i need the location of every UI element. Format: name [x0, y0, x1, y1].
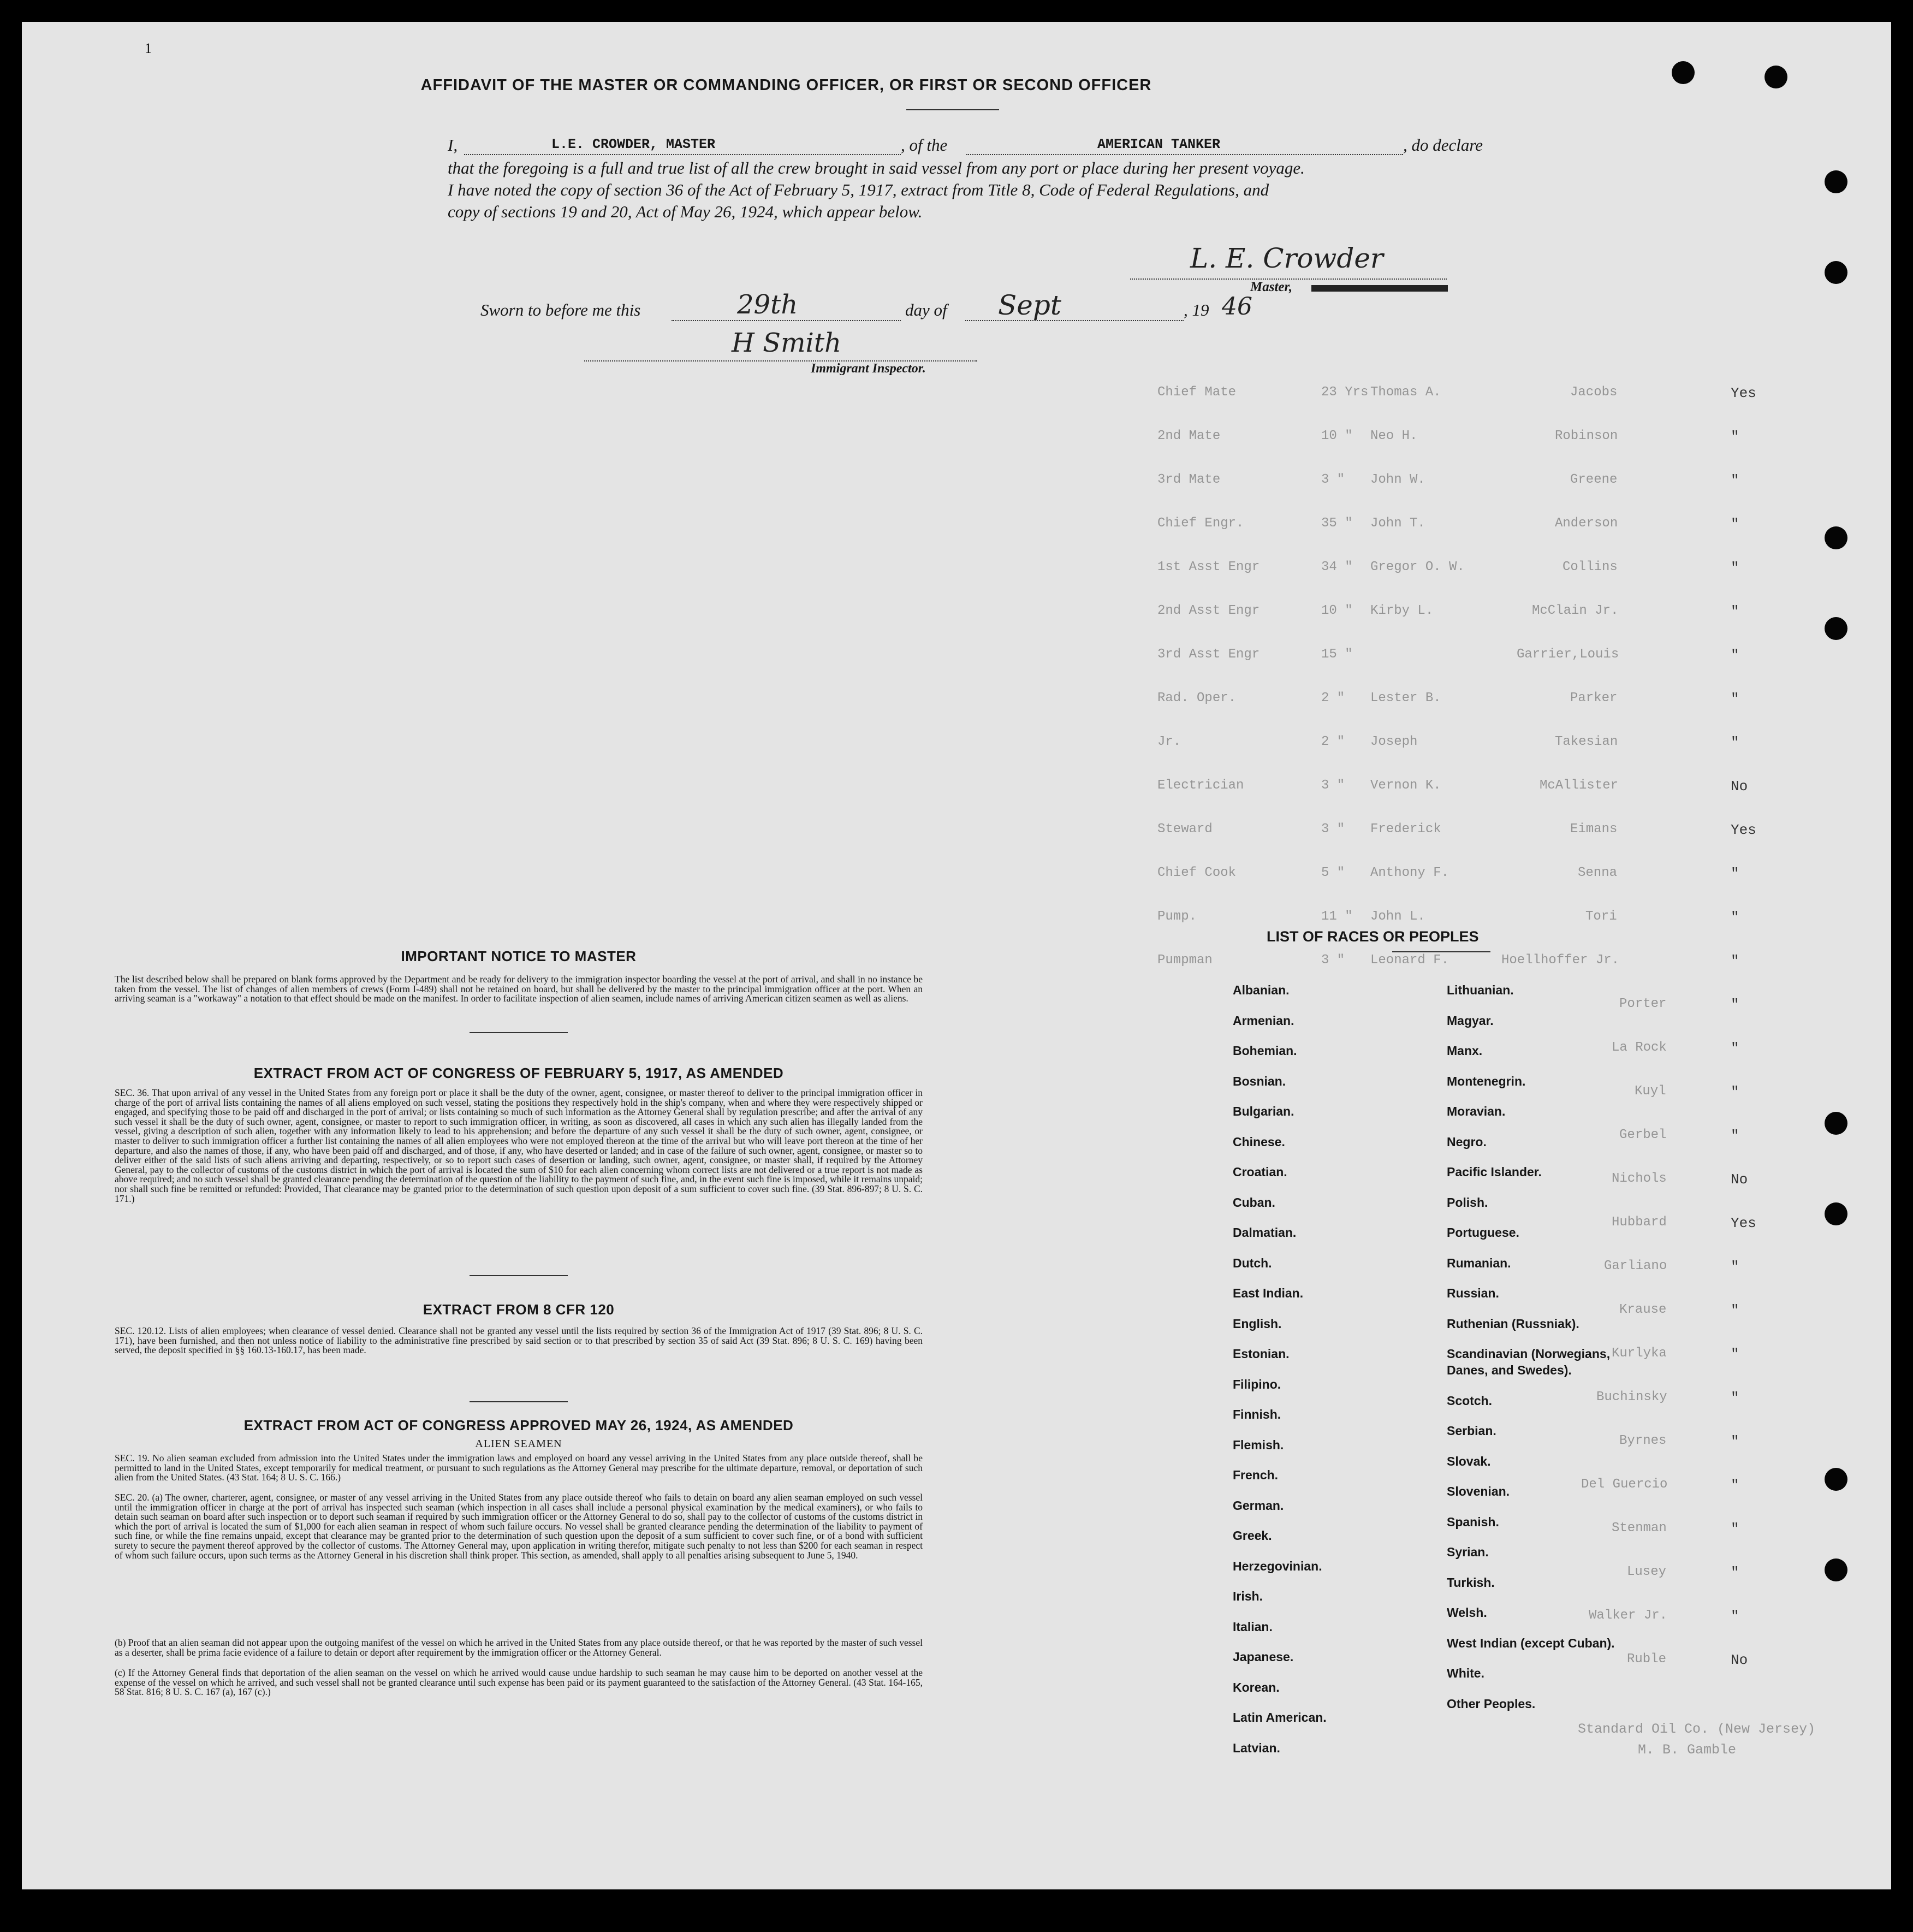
month-field [965, 289, 1184, 321]
punch-hole [1825, 617, 1847, 640]
of-the-label: , of the [901, 135, 948, 155]
extract-1924-sec20a: SEC. 20. (a) The owner, charterer, agent, consignee, or master of any vessel arriving in the United States from any place outside thereof who fails to detain on board any alien seaman employed on such vessel until the immigration officer in charge at the port of arrival has inspected such seaman (which inspection in all cases shall include a personal physical examination by the medical examiners), or who fails to detain such seaman on board after such inspection or to deport such seaman if required by such immigration officer or the Attorney General to do so, shall pay to the collector of customs of the customs district in which the port of arrival is located the sum of $1,000 for each alien seaman in respect of whom such failure occurs. No vessel shall be granted clearance pending the determination of the liability to payment of such fine, or while the fine remains unpaid, except that clearance may be granted prior to the determination of such question upon the deposit of a sum sufficient to cover such fine, or of a bond with sufficient surety to secure the payment thereof approved by the collector of customs. The Attorney General may, upon application in writing therefor, mitigate such penalty to not less than $200 for each seaman in respect of whom such failure occurs, upon such terms as the Attorney General in his discretion shall think proper. This section, as amended, shall apply to all penalties arising subsequent to June 5, 1940. [115, 1492, 923, 1561]
inspector-signature-line [584, 328, 977, 361]
vessel-field [966, 135, 1403, 155]
day-value: 29th [737, 289, 798, 320]
crew-citizen-mark: " [1731, 997, 1739, 1013]
punch-hole [1825, 1468, 1847, 1491]
crew-surname-bleedthrough: Kuyl [1635, 1084, 1666, 1099]
race-item: Filipino. [1233, 1377, 1281, 1391]
crew-surname-bleedthrough: Greene [1570, 472, 1618, 487]
race-item: Herzegovinian. [1233, 1558, 1322, 1573]
crew-position-bleedthrough: Pumpman [1157, 953, 1213, 968]
race-item: Albanian. [1233, 983, 1290, 997]
race-item: Spanish. [1447, 1514, 1499, 1529]
crew-surname-bleedthrough: Parker [1570, 691, 1618, 706]
crew-citizen-mark: " [1731, 603, 1739, 620]
extract-1924-sec20b: (b) Proof that an alien seaman did not appear upon the outgoing manifest of the vessel on which he arrived in the United States from any place outside thereof, or that he was reported by the master of such vessel as a deserter, shall be prima facie evidence of a failure to detain or deport after requirement by the immigration officer or the Attorney General. [115, 1637, 923, 1658]
crew-surname-bleedthrough: Garrier,Louis [1517, 647, 1619, 662]
crew-given-bleedthrough: Joseph [1370, 734, 1418, 749]
crew-position-bleedthrough: Steward [1157, 822, 1213, 837]
divider [906, 109, 999, 110]
race-item: Bohemian. [1233, 1044, 1297, 1058]
master-label: Master, [1250, 280, 1293, 294]
punch-hole [1825, 1202, 1847, 1225]
notice-text: The list described below shall be prepared on blank forms approved by the Department and be ready for delivery to the immigration inspector boarding the vessel at the port of arrival, and shall in no instance be taken from the vessel. The list of changes of alien members of crews (Form I-489) shall not be retained on board, but shall be delivered by the master to the principal immigration officer at the port. When an arriving seaman is a "workaway" a notation to that effect should be made on the manifest. In order to facilitate inspection of alien seamen, include names of arriving American citizen seamen as well as aliens. [115, 974, 923, 1004]
crew-age-bleedthrough: 10 " [1321, 603, 1353, 618]
race-item: Danes, and Swedes). [1447, 1363, 1572, 1377]
crew-surname-bleedthrough: Del Guercio [1581, 1477, 1668, 1492]
crew-surname-bleedthrough: Walker Jr. [1589, 1608, 1668, 1623]
crew-given-bleedthrough: Neo H. [1370, 429, 1418, 443]
crew-citizen-mark: " [1731, 472, 1739, 489]
crew-surname-bleedthrough: Lusey [1627, 1564, 1667, 1579]
crew-age-bleedthrough: 2 " [1321, 734, 1345, 749]
crew-citizen-mark: " [1731, 516, 1739, 532]
race-item: Estonian. [1233, 1347, 1290, 1361]
race-item: French. [1233, 1468, 1279, 1482]
extract-1917-text: SEC. 36. That upon arrival of any vessel in the United States from any foreign port or place it shall be the duty of the owner, agent, consignee, or master thereof to deliver to the principal immigration officer in charge of the port of arrival lists containing the names of all aliens employed on such vessel, stating the positions they respectively hold in the ship's company, when and where they were respectively shipped or engaged, and specifying those to be paid off and discharged in the port of arrival; or lists containing so much of such information as the Attorney General shall by regulation prescribe; and after the arrival of any such vessel it shall be the duty of such owner, agent, consignee, or master to report to such immigration officer, in writing, as soon as discovered, all cases in which any such alien has illegally landed from the vessel, giving a description of such alien, together with any information likely to lead to his apprehension; and before the departure of any such vessel it shall be the duty of such owner, agent, consignee, or master to deliver to such immigration officer a further list containing the names of all alien employees who were not employed thereon at the time of the arrival but who will leave port thereon at the time of her departure, and also the names of those, if any, who have been paid off and discharged, and of those, if any, who have deserted or landed; and in case of the failure of such owner, agent, consignee, or master so to deliver either of the said lists of such aliens arriving and departing, respectively, or so to report such cases of desertion or landing, such owner, agent, consignee, or master shall, if required by the Attorney General, pay to the collector of customs of the customs district in which the port of arrival is located the sum of $10 for each alien concerning whom correct lists are not delivered or a true report is not made as above required; and no such vessel shall be granted clearance pending the determination of the question of the liability to the payment of such fine, and, in the event such fine is imposed, while it remains unpaid; nor shall such fine be remitted or refunded: Provided, That clearance may be granted prior to the determination of such question upon deposit of a sum sufficient to cover such fine. (39 Stat. 896-897; 8 U. S. C. 171.) [115, 1087, 923, 1204]
crew-surname-bleedthrough: Hoellhoffer Jr. [1501, 953, 1620, 968]
race-item: Bosnian. [1233, 1074, 1286, 1088]
crew-given-bleedthrough: Anthony F. [1370, 866, 1449, 880]
race-item: Cuban. [1233, 1195, 1275, 1210]
race-item: Flemish. [1233, 1437, 1284, 1452]
crew-surname-bleedthrough: Garliano [1604, 1259, 1667, 1273]
race-item: Slovak. [1447, 1454, 1491, 1468]
race-item: Dutch. [1233, 1255, 1272, 1270]
crew-age-bleedthrough: 2 " [1321, 691, 1345, 706]
crew-given-bleedthrough: Vernon K. [1370, 778, 1441, 793]
crew-position-bleedthrough: Chief Cook [1157, 866, 1237, 880]
race-item: Pacific Islander. [1447, 1165, 1542, 1179]
month-value: Sept [998, 289, 1061, 321]
crew-citizen-mark: " [1731, 1564, 1739, 1581]
race-item: Montenegrin. [1447, 1074, 1526, 1088]
crew-citizen-mark: " [1731, 1390, 1739, 1406]
race-item: Greek. [1233, 1528, 1272, 1543]
race-item: Magyar. [1447, 1013, 1494, 1028]
crew-position-bleedthrough: 3rd Asst Engr [1157, 647, 1260, 662]
crew-citizen-mark: " [1731, 1433, 1739, 1450]
race-item: English. [1233, 1316, 1282, 1331]
crew-citizen-mark: " [1731, 647, 1739, 663]
race-item: Croatian. [1233, 1165, 1287, 1179]
crew-surname-bleedthrough: Byrnes [1619, 1433, 1667, 1448]
divider [470, 1032, 568, 1033]
race-item: Japanese. [1233, 1650, 1294, 1664]
affidavit-line4: copy of sections 19 and 20, Act of May 26, 1924, which appear below. [448, 202, 923, 221]
crew-surname-bleedthrough: Stenman [1612, 1521, 1667, 1536]
sworn-label: Sworn to before me this [480, 300, 641, 319]
crew-position-bleedthrough: Chief Engr. [1157, 516, 1244, 531]
crew-surname-bleedthrough: Kurlyka [1612, 1346, 1667, 1361]
crew-surname-bleedthrough: Tori [1585, 909, 1617, 924]
race-item: Other Peoples. [1447, 1696, 1536, 1711]
crew-citizen-mark: Yes [1731, 1215, 1756, 1231]
crew-citizen-mark: " [1731, 560, 1739, 576]
crew-surname-bleedthrough: Eimans [1570, 822, 1618, 837]
race-item: Latvian. [1233, 1740, 1280, 1755]
race-item: Armenian. [1233, 1013, 1294, 1028]
crew-surname-bleedthrough: Collins [1563, 560, 1618, 574]
day-field [672, 289, 901, 321]
race-item: Moravian. [1447, 1104, 1506, 1118]
race-item: Scandinavian (Norwegians, [1447, 1347, 1611, 1361]
race-item: Dalmatian. [1233, 1225, 1297, 1240]
extract-1924-title: EXTRACT FROM ACT OF CONGRESS APPROVED MAY 26, 1924, AS AMENDED [243, 1417, 794, 1433]
crew-age-bleedthrough: 15 " [1321, 647, 1353, 662]
crew-surname-bleedthrough: Anderson [1555, 516, 1618, 531]
crew-age-bleedthrough: 10 " [1321, 429, 1353, 443]
crew-citizen-mark: " [1731, 1521, 1739, 1537]
inspector-label: Immigrant Inspector. [811, 361, 926, 376]
crew-given-bleedthrough: John L. [1370, 909, 1425, 924]
crew-surname-bleedthrough: Senna [1578, 866, 1618, 880]
crew-citizen-mark: " [1731, 1128, 1739, 1144]
crew-position-bleedthrough: Jr. [1157, 734, 1181, 749]
crew-given-bleedthrough: Leonard F. [1370, 953, 1449, 968]
punch-hole [1825, 261, 1847, 284]
race-item: Welsh. [1447, 1605, 1487, 1620]
extract-cfr-text: SEC. 120.12. Lists of alien employees; when clearance of vessel denied. Clearance shall not be granted any vessel until the lists required by section 36 of the Immigration Act of 1917 (39 Stat. 896; 8 U. S. C. 171), have been furnished, and then not unless notice of liability to the administrative fine prescribed by said section or to that prescribed by section 35 of said Act (39 Stat. 896; 8 U. S. C. 169) having been served, the deposit specified in §§ 160.13-160.17, has been made. [115, 1325, 923, 1356]
race-item: Rumanian. [1447, 1255, 1511, 1270]
crew-citizen-mark: Yes [1731, 385, 1756, 401]
crew-citizen-mark: " [1731, 909, 1739, 926]
alien-seamen-subtitle: ALIEN SEAMEN [475, 1438, 562, 1450]
crew-citizen-mark: " [1731, 953, 1739, 969]
race-item: German. [1233, 1498, 1284, 1513]
race-item: Ruthenian (Russniak). [1447, 1316, 1579, 1331]
crew-given-bleedthrough: Kirby L. [1370, 603, 1434, 618]
race-item: Serbian. [1447, 1424, 1496, 1438]
crew-citizen-mark: " [1731, 1259, 1739, 1275]
crew-surname-bleedthrough: Jacobs [1570, 385, 1618, 400]
crew-position-bleedthrough: 3rd Mate [1157, 472, 1221, 487]
race-item: Finnish. [1233, 1407, 1281, 1421]
document-page [22, 22, 1891, 1889]
race-item: Bulgarian. [1233, 1104, 1294, 1118]
race-item: Portuguese. [1447, 1225, 1519, 1240]
race-item: Russian. [1447, 1286, 1499, 1300]
corner-mark: 1 [145, 40, 152, 56]
race-item: Manx. [1447, 1044, 1483, 1058]
crew-position-bleedthrough: 2nd Mate [1157, 429, 1221, 443]
crew-citizen-mark: " [1731, 1477, 1739, 1494]
punch-hole [1825, 526, 1847, 549]
crew-surname-bleedthrough: Krause [1619, 1302, 1667, 1317]
crew-citizen-mark: " [1731, 734, 1739, 751]
affidavit-title: AFFIDAVIT OF THE MASTER OR COMMANDING OFFICER, OR FIRST OR SECOND OFFICER [420, 76, 1152, 94]
crew-citizen-mark: " [1731, 691, 1739, 707]
crew-age-bleedthrough: 5 " [1321, 866, 1345, 880]
extract-1924-sec19: SEC. 19. No alien seaman excluded from admission into the United States under the immigration laws and employed on board any vessel arriving in the United States from any place outside thereof, shall be permitted to land in the United States, except temporarily for medical treatment, or pursuant to such regulations as the Attorney General may prescribe for the ultimate departure, removal, or deportation of such alien from the United States. (43 Stat. 164; 8 U. S. C. 166.) [115, 1453, 923, 1483]
race-item: Latin American. [1233, 1710, 1327, 1724]
race-item: Korean. [1233, 1680, 1280, 1694]
affidavit-i: I, [448, 135, 458, 155]
punch-hole [1825, 170, 1847, 193]
crew-age-bleedthrough: 3 " [1321, 472, 1345, 487]
year-prefix: , 19 [1184, 300, 1209, 319]
punch-hole [1825, 1558, 1847, 1581]
crew-given-bleedthrough: John W. [1370, 472, 1425, 487]
crew-age-bleedthrough: 3 " [1321, 778, 1345, 793]
divider [1392, 951, 1490, 952]
master-name-field [464, 135, 901, 155]
crew-position-bleedthrough: Chief Mate [1157, 385, 1237, 400]
crew-citizen-mark: " [1731, 429, 1739, 445]
divider [470, 1401, 568, 1402]
crew-surname-bleedthrough: Gerbel [1619, 1128, 1667, 1142]
crew-surname-bleedthrough: Porter [1619, 997, 1667, 1011]
day-of-label: day of [905, 300, 947, 319]
crew-surname-bleedthrough: Takesian [1555, 734, 1618, 749]
crew-citizen-mark: No [1731, 1171, 1748, 1188]
struck-out-text [1311, 285, 1448, 292]
crew-citizen-mark: No [1731, 1652, 1748, 1668]
master-signature: L. E. Crowder [1190, 242, 1383, 274]
race-item: West Indian (except Cuban). [1447, 1635, 1615, 1650]
extract-cfr-title: EXTRACT FROM 8 CFR 120 [423, 1301, 615, 1318]
crew-surname-bleedthrough: Buchinsky [1596, 1390, 1667, 1404]
crew-age-bleedthrough: 11 " [1321, 909, 1353, 924]
affidavit-line2: that the foregoing is a full and true list of all the crew brought in said vessel from any port or place during her present voyage. [448, 158, 1305, 177]
vessel-name: AMERICAN TANKER [1097, 137, 1221, 152]
extract-1924-sec20c: (c) If the Attorney General finds that deportation of the alien seaman on the vessel on which he arrived would cause undue hardship to such seaman he may cause him to be deported on another vessel at the expense of the vessel on which he arrived, and such vessel shall not be granted clearance until such expense has been paid or its payment guaranteed to the satisfaction of the Attorney General. (43 Stat. 164-165, 58 Stat. 816; 8 U. S. C. 167 (a), 167 (c).) [115, 1667, 923, 1698]
race-item: Scotch. [1447, 1393, 1493, 1408]
crew-given-bleedthrough: Frederick [1370, 822, 1441, 837]
notice-title: IMPORTANT NOTICE TO MASTER [401, 948, 637, 964]
crew-age-bleedthrough: 23 Yrs [1321, 385, 1369, 400]
footer-company-bleedthrough: Standard Oil Co. (New Jersey) [1578, 1721, 1816, 1737]
race-item: Slovenian. [1447, 1484, 1510, 1498]
race-item: Polish. [1447, 1195, 1488, 1210]
master-signature-line [1130, 242, 1447, 280]
crew-position-bleedthrough: Pump. [1157, 909, 1197, 924]
crew-surname-bleedthrough: Robinson [1555, 429, 1618, 443]
crew-position-bleedthrough: Electrician [1157, 778, 1244, 793]
punch-hole [1825, 1112, 1847, 1135]
crew-citizen-mark: " [1731, 866, 1739, 882]
race-item: Chinese. [1233, 1134, 1285, 1149]
race-item: Negro. [1447, 1134, 1487, 1149]
crew-given-bleedthrough: John T. [1370, 516, 1425, 531]
punch-hole [1672, 61, 1695, 84]
divider [470, 1275, 568, 1276]
crew-citizen-mark: " [1731, 1084, 1739, 1100]
race-item: Irish. [1233, 1589, 1263, 1603]
year-value: 46 [1222, 293, 1252, 321]
crew-given-bleedthrough: Thomas A. [1370, 385, 1441, 400]
race-item: Italian. [1233, 1619, 1273, 1634]
race-item: Syrian. [1447, 1545, 1489, 1559]
race-item: Turkish. [1447, 1575, 1495, 1590]
crew-surname-bleedthrough: McClain Jr. [1532, 603, 1619, 618]
inspector-signature: H Smith [732, 328, 842, 358]
crew-surname-bleedthrough: Hubbard [1612, 1215, 1667, 1230]
crew-given-bleedthrough: Gregor O. W. [1370, 560, 1465, 574]
crew-position-bleedthrough: Rad. Oper. [1157, 691, 1237, 706]
race-item: East Indian. [1233, 1286, 1304, 1300]
crew-citizen-mark: " [1731, 1302, 1739, 1319]
crew-position-bleedthrough: 1st Asst Engr [1157, 560, 1260, 574]
crew-age-bleedthrough: 3 " [1321, 822, 1345, 837]
crew-surname-bleedthrough: Nichols [1612, 1171, 1667, 1186]
master-name: L.E. CROWDER, MASTER [551, 137, 716, 152]
crew-age-bleedthrough: 35 " [1321, 516, 1353, 531]
crew-citizen-mark: " [1731, 1608, 1739, 1625]
crew-surname-bleedthrough: Ruble [1627, 1652, 1667, 1667]
crew-age-bleedthrough: 34 " [1321, 560, 1353, 574]
crew-position-bleedthrough: 2nd Asst Engr [1157, 603, 1260, 618]
crew-citizen-mark: " [1731, 1040, 1739, 1057]
punch-hole [1765, 66, 1787, 88]
footer-person-bleedthrough: M. B. Gamble [1638, 1742, 1737, 1758]
crew-age-bleedthrough: 3 " [1321, 953, 1345, 968]
extract-1917-title: EXTRACT FROM ACT OF CONGRESS OF FEBRUARY 5, 1917, AS AMENDED [253, 1065, 784, 1081]
crew-citizen-mark: " [1731, 1346, 1739, 1362]
affidavit-line3: I have noted the copy of section 36 of the Act of February 5, 1917, extract from Title 8, Code of Federal Regulations, and [448, 180, 1269, 199]
crew-given-bleedthrough: Lester B. [1370, 691, 1441, 706]
do-declare-label: , do declare [1403, 135, 1483, 155]
race-item: White. [1447, 1666, 1484, 1680]
crew-surname-bleedthrough: La Rock [1612, 1040, 1667, 1055]
crew-citizen-mark: Yes [1731, 822, 1756, 838]
crew-surname-bleedthrough: McAllister [1540, 778, 1619, 793]
race-item: Lithuanian. [1447, 983, 1514, 997]
crew-citizen-mark: No [1731, 778, 1748, 795]
races-title: LIST OF RACES OR PEOPLES [1267, 928, 1479, 945]
